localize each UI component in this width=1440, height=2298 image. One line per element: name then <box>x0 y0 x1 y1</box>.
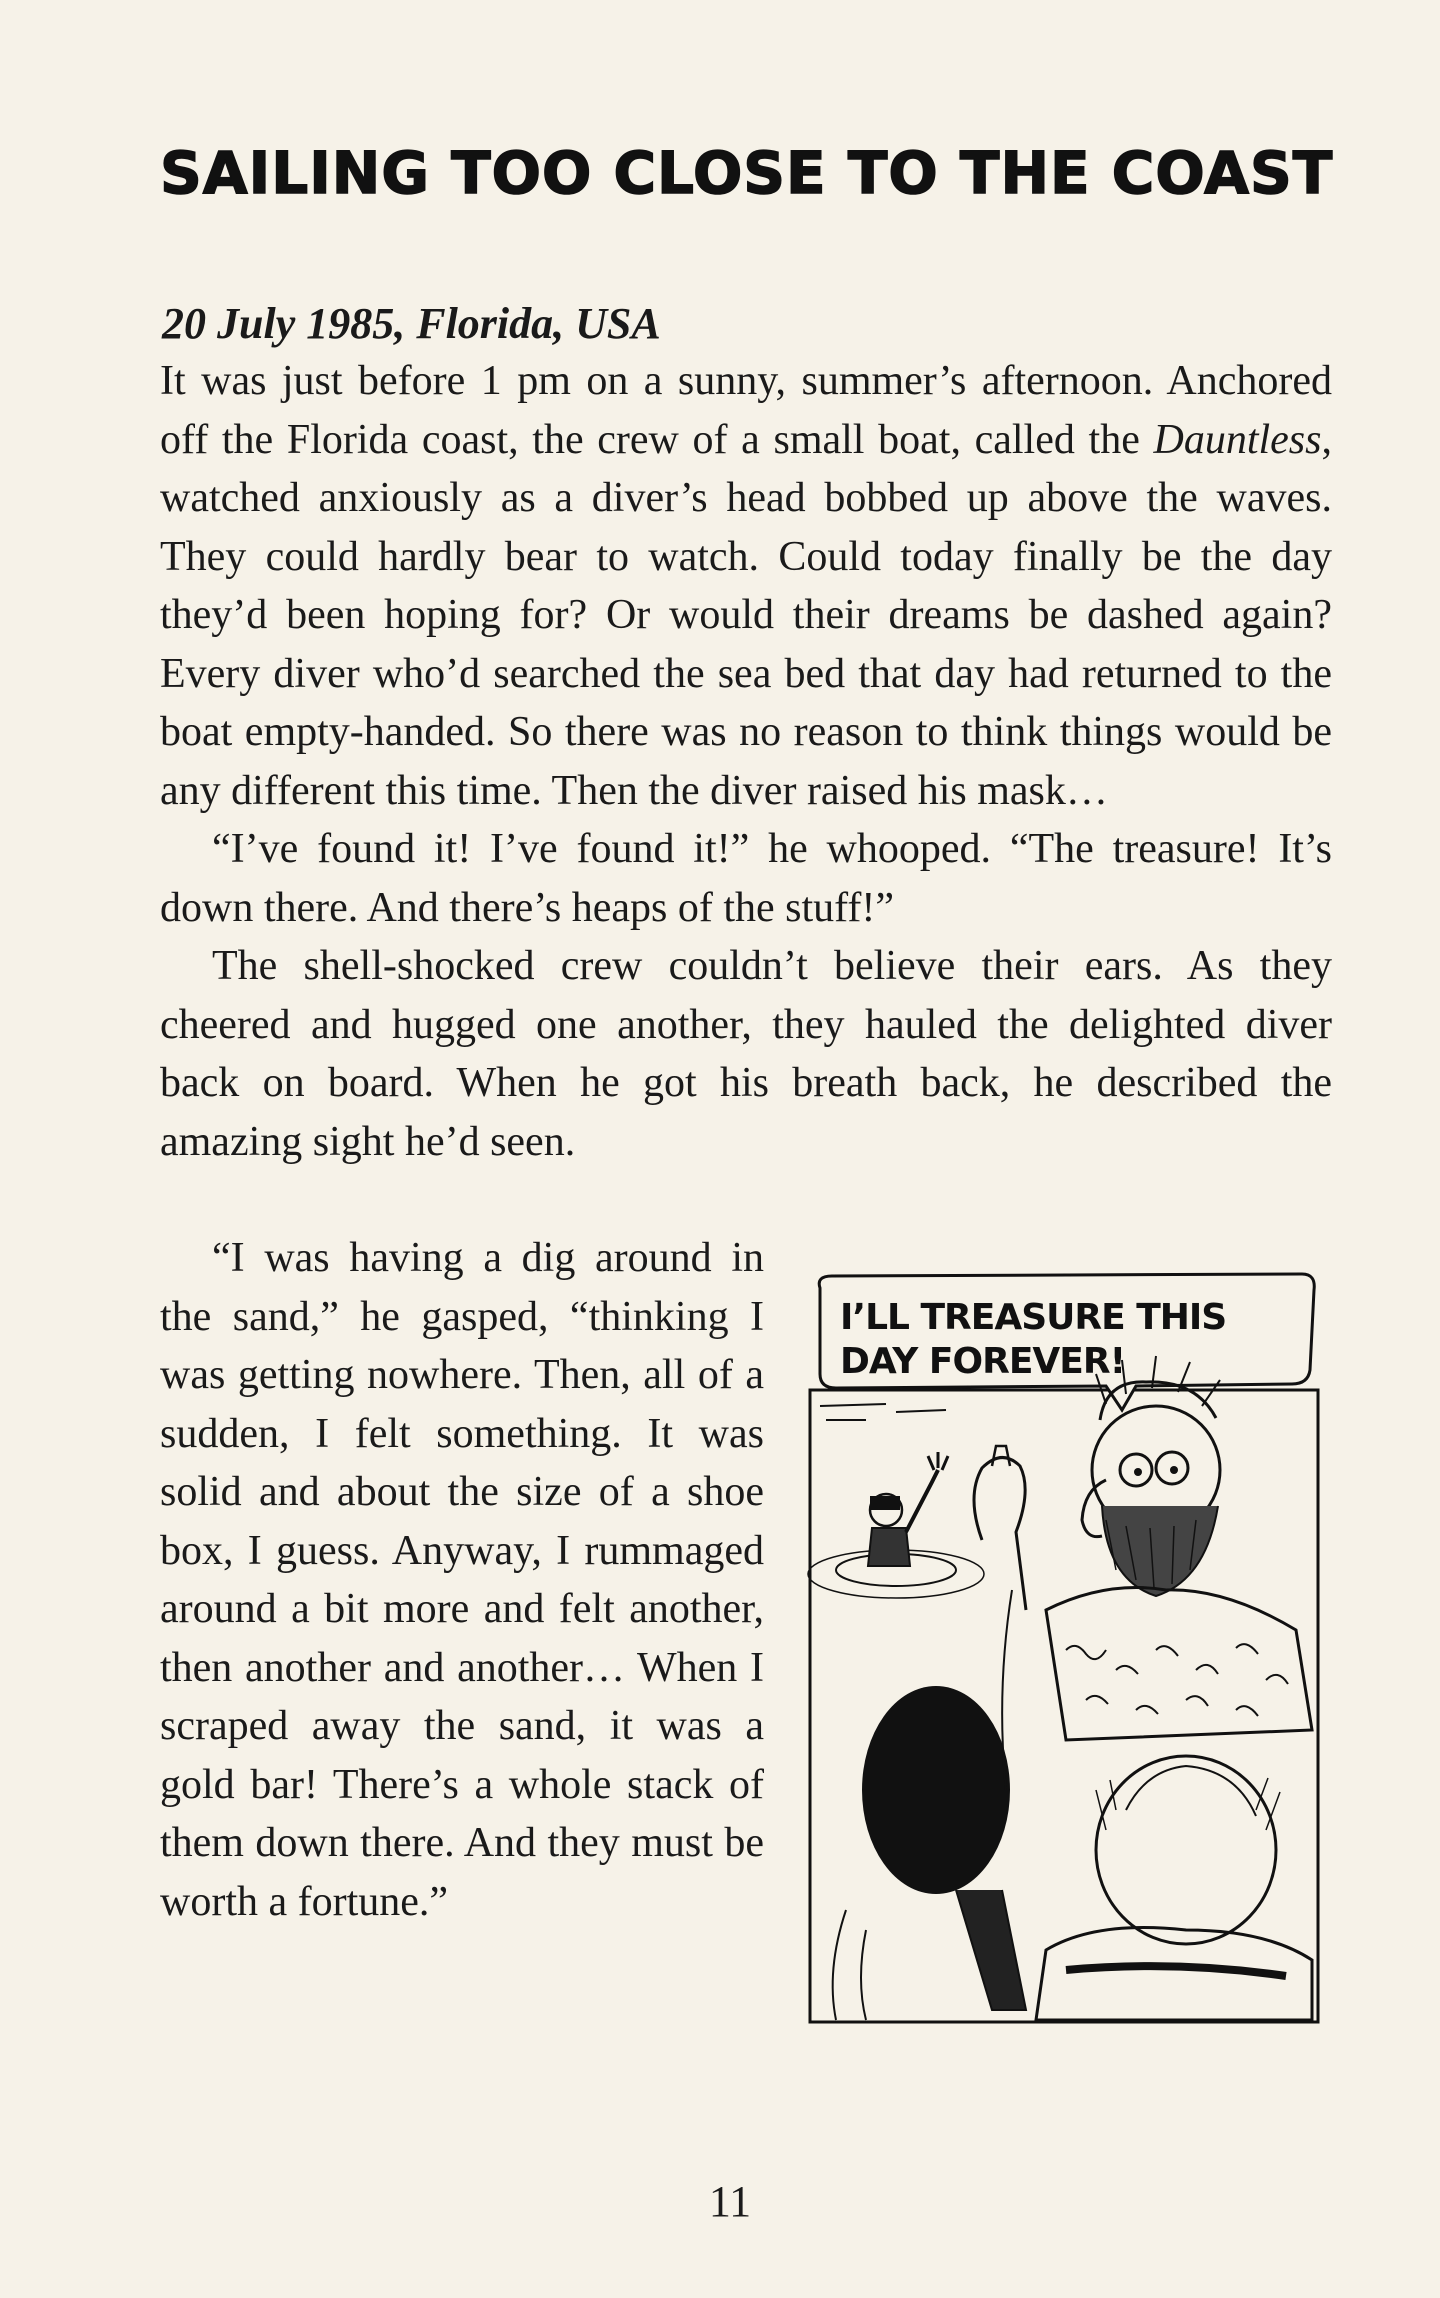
paragraph-1 <box>160 352 1332 820</box>
cartoon-drawing <box>806 1270 1326 2030</box>
body-text <box>160 352 1332 1171</box>
page-number: 11 <box>708 2177 752 2226</box>
dateline: 20 July 1985, Florida, USA <box>162 299 661 348</box>
paragraph-3: The shell-shocked crew couldn’t believe their ears. As they cheered and hugged one another, they hauled the delighted diver back on board. When he got his breath back, he described the amazing sight he’d seen. <box>160 943 1332 1165</box>
speech-bubble-text: I’LL TREASURE THIS DAY FOREVER! <box>840 1297 1227 1382</box>
paragraph-2: “I’ve found it! I’ve found it!” he whooped. “The treasure! It’s down there. And there’s heaps of the stuff!” <box>160 826 1332 931</box>
paragraph-1-part-1: It was just before 1 pm on a sunny, summer’s afternoon. Anchored off the Florida coast, the crew of a small boat, called the <box>160 358 1332 463</box>
paragraph-4: “I was having a dig around in the sand,” he gasped, “thinking I was getting nowhere. Then, all of a sudden, I felt something. It was solid and about the size of a shoe box, I guess. Anyway, I rummaged around a bit more and felt another, then another and another… When I scraped away the sand, it was a gold bar! There’s a whole stack of them down there. And they must be worth a fortune.” <box>160 1235 764 1925</box>
paragraph-1-part-2: , watched anxiously as a diver’s head bobbed up above the waves. They could hardly bear to watch. Could today finally be the day they’d been hoping for? Or would their dreams be dashed again? Every diver who’d searched the sea bed that day had returned to the boat empty-handed. So there was no reason to think things would be any different this time. Then the diver raised his mask… <box>160 416 1332 814</box>
cartoon-illustration <box>806 1270 1326 2030</box>
wrapped-text <box>160 1229 764 1931</box>
boat-name: Dauntless <box>1153 416 1322 463</box>
chapter-title: SAILING TOO CLOSE TO THE COAST <box>160 139 1334 207</box>
